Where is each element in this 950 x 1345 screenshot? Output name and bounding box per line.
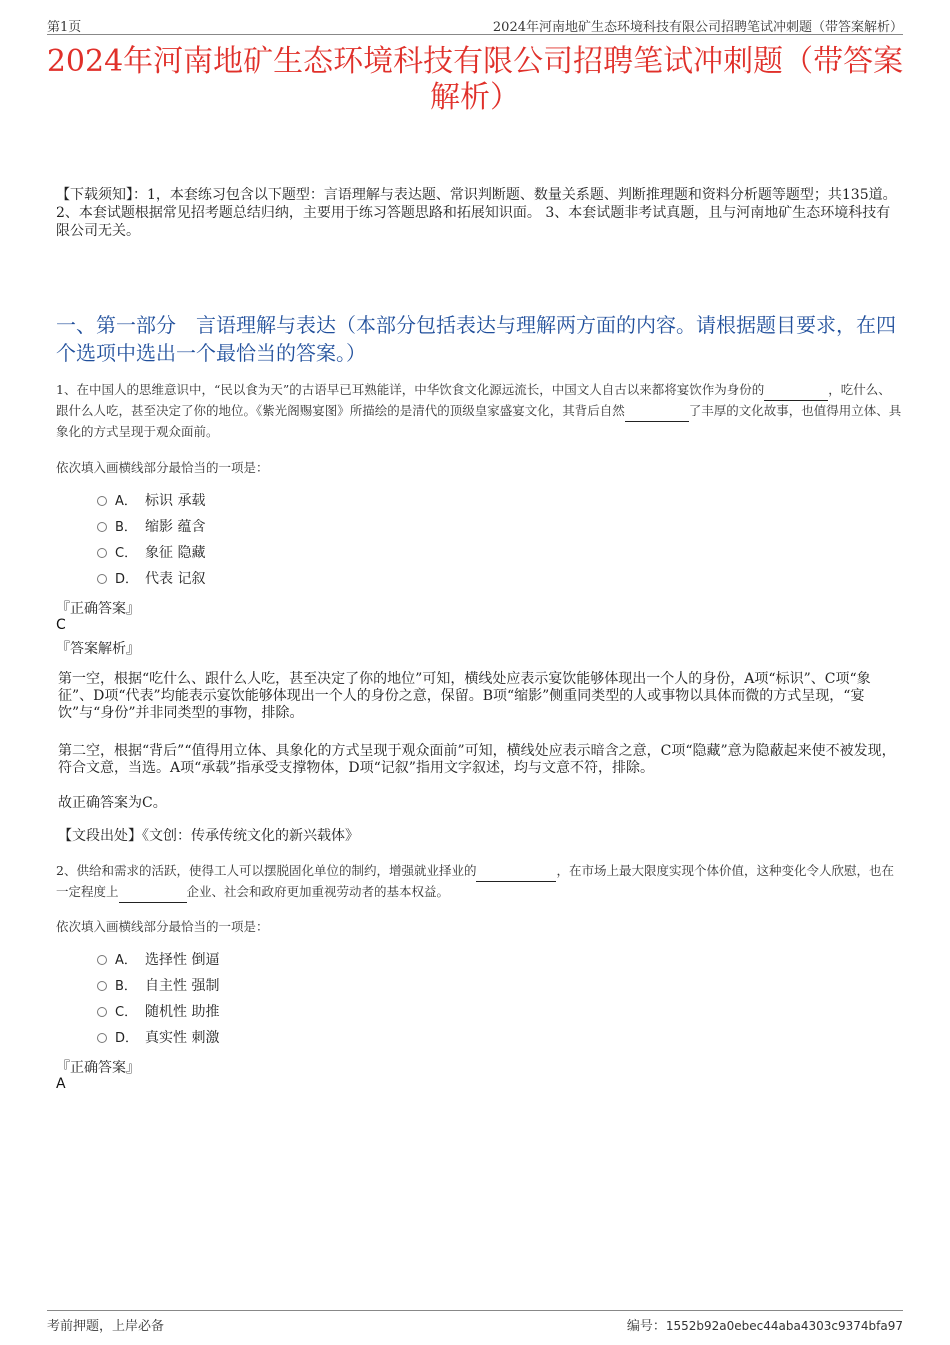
radio-icon[interactable]	[97, 522, 107, 532]
option-text: 代表 记叙	[145, 571, 206, 587]
option-letter: A．	[115, 953, 137, 968]
radio-icon[interactable]	[97, 981, 107, 991]
option-text: 真实性 刺激	[145, 1030, 220, 1046]
option-text: 随机性 助推	[145, 1004, 220, 1020]
passage-source: 【文段出处】《文创：传承传统文化的新兴载体》	[58, 828, 359, 844]
q1-text-part: 1、在中国人的思维意识中，“民以食为天”的古语早已耳熟能详，中华饮食文化源远流长，中国文人自古以来都将宴饮作为身份的	[56, 382, 765, 397]
download-notice: 【下载须知】：1，本套练习包含以下题型：言语理解与表达题、常识判断题、数量关系题、判断推理题和资料分析题等题型；共135道。 2、本套试题根据常见招考题总结归纳，主要用于练习答题思路和拓展知识面。 3、本套试题非考试真题，且与河南地矿生态环境科技有限公司无关。	[56, 187, 897, 239]
question-2-options	[97, 947, 497, 1051]
correct-answer: C	[56, 617, 66, 633]
document-title: 2024年河南地矿生态环境科技有限公司招聘笔试冲刺题（带答案解析）	[46, 44, 904, 115]
fill-blank	[625, 401, 689, 422]
question-1-instruction: 依次填入画横线部分最恰当的一项是：	[56, 460, 269, 475]
question-2-text	[56, 861, 902, 903]
option-a[interactable]	[97, 488, 497, 514]
page-number: 第1页	[47, 20, 82, 35]
fill-blank	[476, 861, 556, 882]
option-b[interactable]	[97, 973, 497, 999]
option-text: 选择性 倒逼	[145, 952, 220, 968]
option-c[interactable]	[97, 540, 497, 566]
question-2-instruction: 依次填入画横线部分最恰当的一项是：	[56, 919, 269, 934]
option-text: 缩影 蕴含	[145, 519, 206, 535]
radio-icon[interactable]	[97, 955, 107, 965]
option-b[interactable]	[97, 514, 497, 540]
footer-code	[627, 1315, 903, 1334]
fill-blank	[764, 380, 828, 401]
option-a[interactable]	[97, 947, 497, 973]
radio-icon[interactable]	[97, 1033, 107, 1043]
option-text: 象征 隐藏	[145, 545, 206, 561]
footer-slogan: 考前押题，上岸必备	[47, 1319, 165, 1334]
analysis-label: 『答案解析』	[56, 641, 140, 657]
option-d[interactable]	[97, 566, 497, 592]
option-letter: D．	[115, 1031, 139, 1046]
code-label: 编号：	[626, 1319, 666, 1334]
question-1-options	[97, 488, 497, 592]
fill-blank	[119, 882, 187, 903]
code-value: 1552b92a0ebec44aba4303c9374bfa97	[665, 1319, 903, 1333]
radio-icon[interactable]	[97, 1007, 107, 1017]
option-letter: D．	[115, 572, 139, 587]
analysis-paragraph: 第二空，根据“背后”“值得用立体、具象化的方式呈现于观众面前”可知，横线处应表示暗含之意，C项“隐藏”意为隐蔽起来使不被发现，符合文意，当选。A项“承载”指承受支撑物体，D项“记叙”指用文字叙述，均与文意不符，排除。	[58, 743, 896, 776]
q2-text-part: 企业、社会和政府更加重视劳动者的基本权益。	[186, 884, 450, 899]
page-footer	[47, 1310, 903, 1335]
section-title: 一、第一部分 言语理解与表达（本部分包括表达与理解两方面的内容。请根据题目要求，在四个选项中选出一个最恰当的答案。）	[56, 313, 896, 365]
option-text: 标识 承载	[145, 493, 206, 509]
analysis-paragraph: 第一空，根据“吃什么、跟什么人吃，甚至决定了你的地位”可知，横线处应表示宴饮能够体现出一个人的身份，A项“标识”、C项“象征”、D项“代表”均能表示宴饮能够体现出一个人的身份之意，保留。B项“缩影”侧重同类型的人或事物以具体而微的方式呈现，“宴饮”与“身份”并非同类型的事物，排除。	[58, 671, 871, 721]
q1-text-part: 了丰厚的文化故事，也值得用立体、具象化的方式呈现于观众面前。	[56, 403, 902, 439]
correct-answer: A	[56, 1076, 66, 1092]
question-1-text	[56, 380, 902, 442]
option-letter: A．	[115, 494, 137, 509]
answer-label: 『正确答案』	[56, 601, 140, 617]
q2-text-part: 2、供给和需求的活跃，使得工人可以摆脱固化单位的制约，增强就业择业的	[56, 863, 477, 878]
option-letter: B．	[115, 979, 137, 994]
option-letter: C．	[115, 546, 138, 561]
q1-text-part: ，吃什么、跟什么人吃，甚至决定了你的地位。《紫光阁赐宴图》所描绘的是清代的顶级皇家盛宴文化，其背后自然	[56, 382, 891, 418]
option-d[interactable]	[97, 1025, 497, 1051]
option-letter: C．	[115, 1005, 138, 1020]
header-doc-title: 2024年河南地矿生态环境科技有限公司招聘笔试冲刺题（带答案解析）	[492, 20, 903, 35]
radio-icon[interactable]	[97, 574, 107, 584]
radio-icon[interactable]	[97, 548, 107, 558]
q2-text-part: ，在市场上最大限度实现个体价值，这种变化令人欣慰，也在一定程度上	[56, 863, 894, 899]
option-letter: B．	[115, 520, 137, 535]
option-c[interactable]	[97, 999, 497, 1025]
radio-icon[interactable]	[97, 496, 107, 506]
answer-label: 『正确答案』	[56, 1060, 140, 1076]
page-header	[47, 14, 903, 35]
analysis-conclusion: 故正确答案为C。	[58, 795, 167, 811]
option-text: 自主性 强制	[145, 978, 220, 994]
